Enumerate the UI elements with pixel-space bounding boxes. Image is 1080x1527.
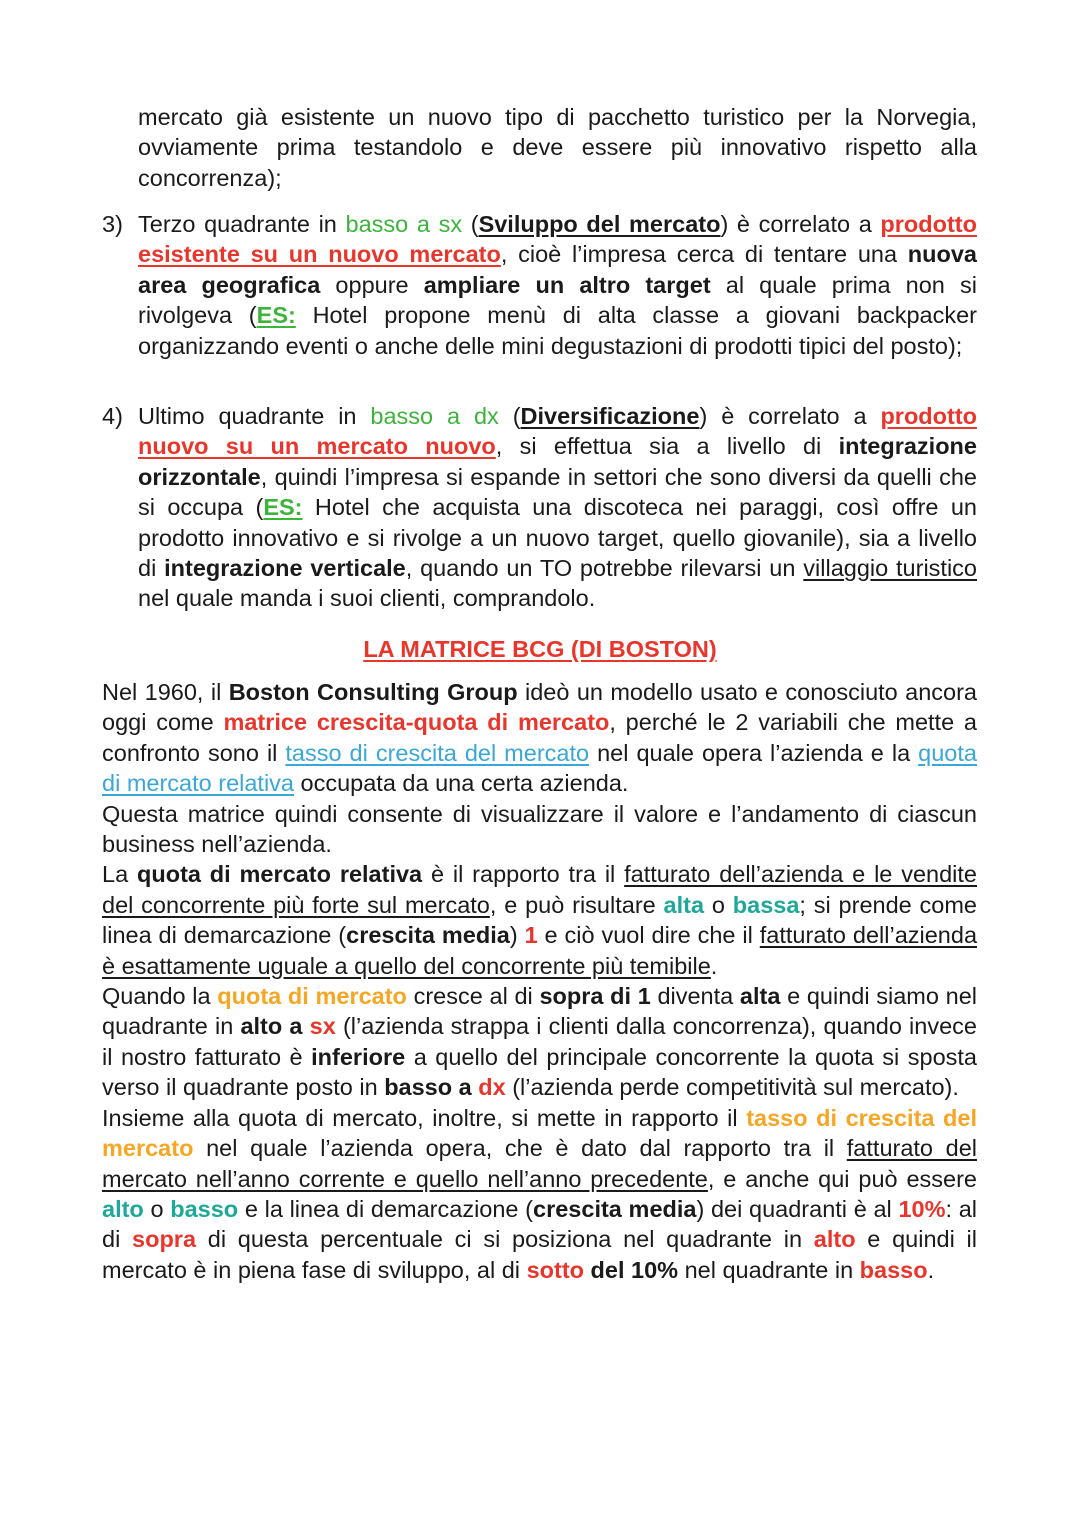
bold-term: nuova area geografica [138,241,977,298]
highlight-green: basso a sx [345,211,463,237]
highlight-teal: alto [102,1195,144,1222]
text-run: nel quale manda i suoi clienti, comprandolo. [138,585,596,612]
text-run: , quindi l’impresa si espande in settori che sono diversi da quelli che si occupa ( [138,463,977,521]
paragraph-quadrant [102,981,977,1103]
body-text [102,677,977,1285]
text-run: : al di [102,1195,977,1253]
paragraph-quota [102,859,977,981]
text-run: al quale prima non si rivolgeva ( [138,271,977,329]
example-label: ES: [256,302,296,329]
bold-term: Boston Consulting Group [228,679,518,705]
highlight-red: 1 [524,922,538,949]
text-run: (l’azienda perde competitività sul mercato). [505,1074,959,1101]
text-run: , e può risultare [489,891,664,918]
text-run: o [704,891,733,918]
list-item-3 [102,209,977,361]
text-run: è il rapporto tra il [422,861,625,888]
text-run: , cioè l’impresa cerca di tentare una [500,241,908,268]
text-run: ) è correlato a [699,403,881,429]
highlight-orange: tasso di crescita del mercato [102,1104,977,1162]
text-run: cresce al di [406,983,540,1010]
bold-term: alto a [240,1013,303,1040]
example-label: ES: [263,494,303,521]
paragraph-matrix [102,799,977,860]
text-run: ( [462,211,479,237]
bold-term: crescita media [346,922,510,949]
text-run: e quindi siamo nel quadrante in [102,983,977,1040]
continued-text: mercato già esistente un nuovo tipo di pacchetto turistico per la Norvegia, ovviamente prima testandolo e deve essere più innovativo rispetto alla concorrenza); [138,104,977,191]
text-run: Ultimo quadrante in [138,403,371,429]
list-number: 4) [102,403,123,429]
bold-term: integrazione orizzontale [138,433,977,490]
text-run: ( [498,403,521,429]
text-run: , si effettua sia a livello di [495,433,839,460]
bold-term: crescita media [533,1195,697,1222]
highlight-red: basso [859,1256,928,1283]
text-run: diventa [650,983,740,1010]
highlight-orange: quota di mercato [217,983,407,1010]
text-run: Hotel propone menù di alta classe a giovani backpacker organizzando eventi o anche delle mini degustazioni di prodotti tipici del posto); [138,302,978,359]
text-run: Questa matrice quindi consente di visualizzare il valore e l’andamento di ciascun business nell’azienda. [102,800,977,858]
bold-term: basso a [384,1074,472,1101]
highlight-green: basso a dx [370,403,499,429]
highlight-red: dx [478,1074,506,1101]
highlight-red: matrice crescita-quota di mercato [223,709,610,736]
text-run: e ciò vuol dire che il [537,922,760,949]
text-run: ) è correlato a [720,211,881,237]
bold-term: integrazione verticale [164,555,406,582]
list-number: 3) [102,211,123,237]
text-run: . [710,952,718,979]
text-run: Terzo quadrante in [138,211,346,237]
text-run: ; si prende come linea di demarcazione ( [102,891,977,949]
quadrant-name: Diversificazione [520,403,700,429]
text-run: e la linea di demarcazione ( [238,1195,534,1222]
highlight-red: prodotto nuovo su un mercato nuovo [138,403,978,460]
text-run: La [102,861,137,888]
list-item-text [138,401,977,614]
text-run: ideò un modello usato e conosciuto ancora oggi come [102,679,977,736]
text-run: ) dei quadranti è al [696,1195,899,1222]
text-run: , quando un TO potrebbe rilevarsi un [405,555,804,582]
bold-term: quota di mercato relativa [137,861,423,888]
section-title: LA MATRICE BCG (DI BOSTON) [363,636,717,662]
bold-term: inferiore [311,1043,406,1070]
bold-term: alta [739,983,781,1010]
highlight-red: 10% [898,1195,946,1222]
underlined-term: villaggio turistico [803,555,977,582]
highlight-teal: bassa [732,891,800,918]
text-run: a quello del principale concorrente la quota si sposta verso il quadrante posto in [102,1043,977,1101]
text-run: oppure [320,271,424,298]
underlined-term: fatturato dell’azienda e le vendite del concorrente più forte sul mercato [102,861,977,918]
text-run [302,1013,309,1039]
text-run: nel quadrante in [678,1256,860,1283]
list-item-4 [102,401,977,614]
text-run: nel quale l’azienda opera, che è dato dal rapporto tra il [193,1135,847,1162]
highlight-red: sopra [132,1226,197,1253]
highlight-red: alto [813,1226,856,1253]
text-run: . [927,1256,935,1283]
text-run: occupata da una certa azienda. [294,770,629,797]
highlight-teal: basso [170,1195,239,1222]
text-run: Nel 1960, il [102,679,229,705]
text-run: di questa percentuale ci si posiziona nel quadrante in [196,1226,814,1253]
underlined-term: fatturato dell’azienda è esattamente uguale a quello del concorrente più temibile [102,922,978,979]
text-run: o [143,1195,171,1222]
text-run: , e anche qui può essere [707,1165,977,1192]
highlight-blue: tasso di crescita del mercato [285,739,590,766]
text-run: ) [509,922,525,949]
bold-term: sopra di 1 [539,983,651,1010]
list-item-text [138,209,977,361]
highlight-red: sotto [526,1256,584,1283]
text-run: e quindi il mercato è in piena fase di sviluppo, al di [102,1226,977,1283]
bold-term: del 10% [590,1256,679,1283]
highlight-red: sx [309,1013,336,1040]
paragraph-intro [102,677,977,799]
highlight-blue: quota di mercato relativa [102,739,977,797]
text-run: , perché le 2 variabili che mette a confronto sono il [102,709,977,766]
text-run: Hotel che acquista una discoteca nei paraggi, così offre un prodotto innovativo e si rivolge a un nuovo target, quello giovanile), sia a livello di [138,494,977,582]
continued-paragraph [138,102,977,193]
paragraph-growth [102,1103,977,1285]
quadrant-name: Sviluppo del mercato [478,211,721,237]
underlined-term: fatturato del mercato nell’anno corrente e quello nell’anno precedente [102,1135,977,1192]
text-run: (l’azienda strappa i clienti dalla concorrenza), quando invece il nostro fatturato è [102,1013,977,1070]
text-run: Insieme alla quota di mercato, inoltre, si mette in rapporto il [102,1104,747,1131]
bold-term: ampliare un altro target [423,271,711,298]
text-run: nel quale opera l’azienda e la [589,739,919,766]
highlight-teal: alta [663,891,705,918]
highlight-red: prodotto esistente su un nuovo mercato [138,211,977,268]
text-run: Quando la [102,983,218,1010]
